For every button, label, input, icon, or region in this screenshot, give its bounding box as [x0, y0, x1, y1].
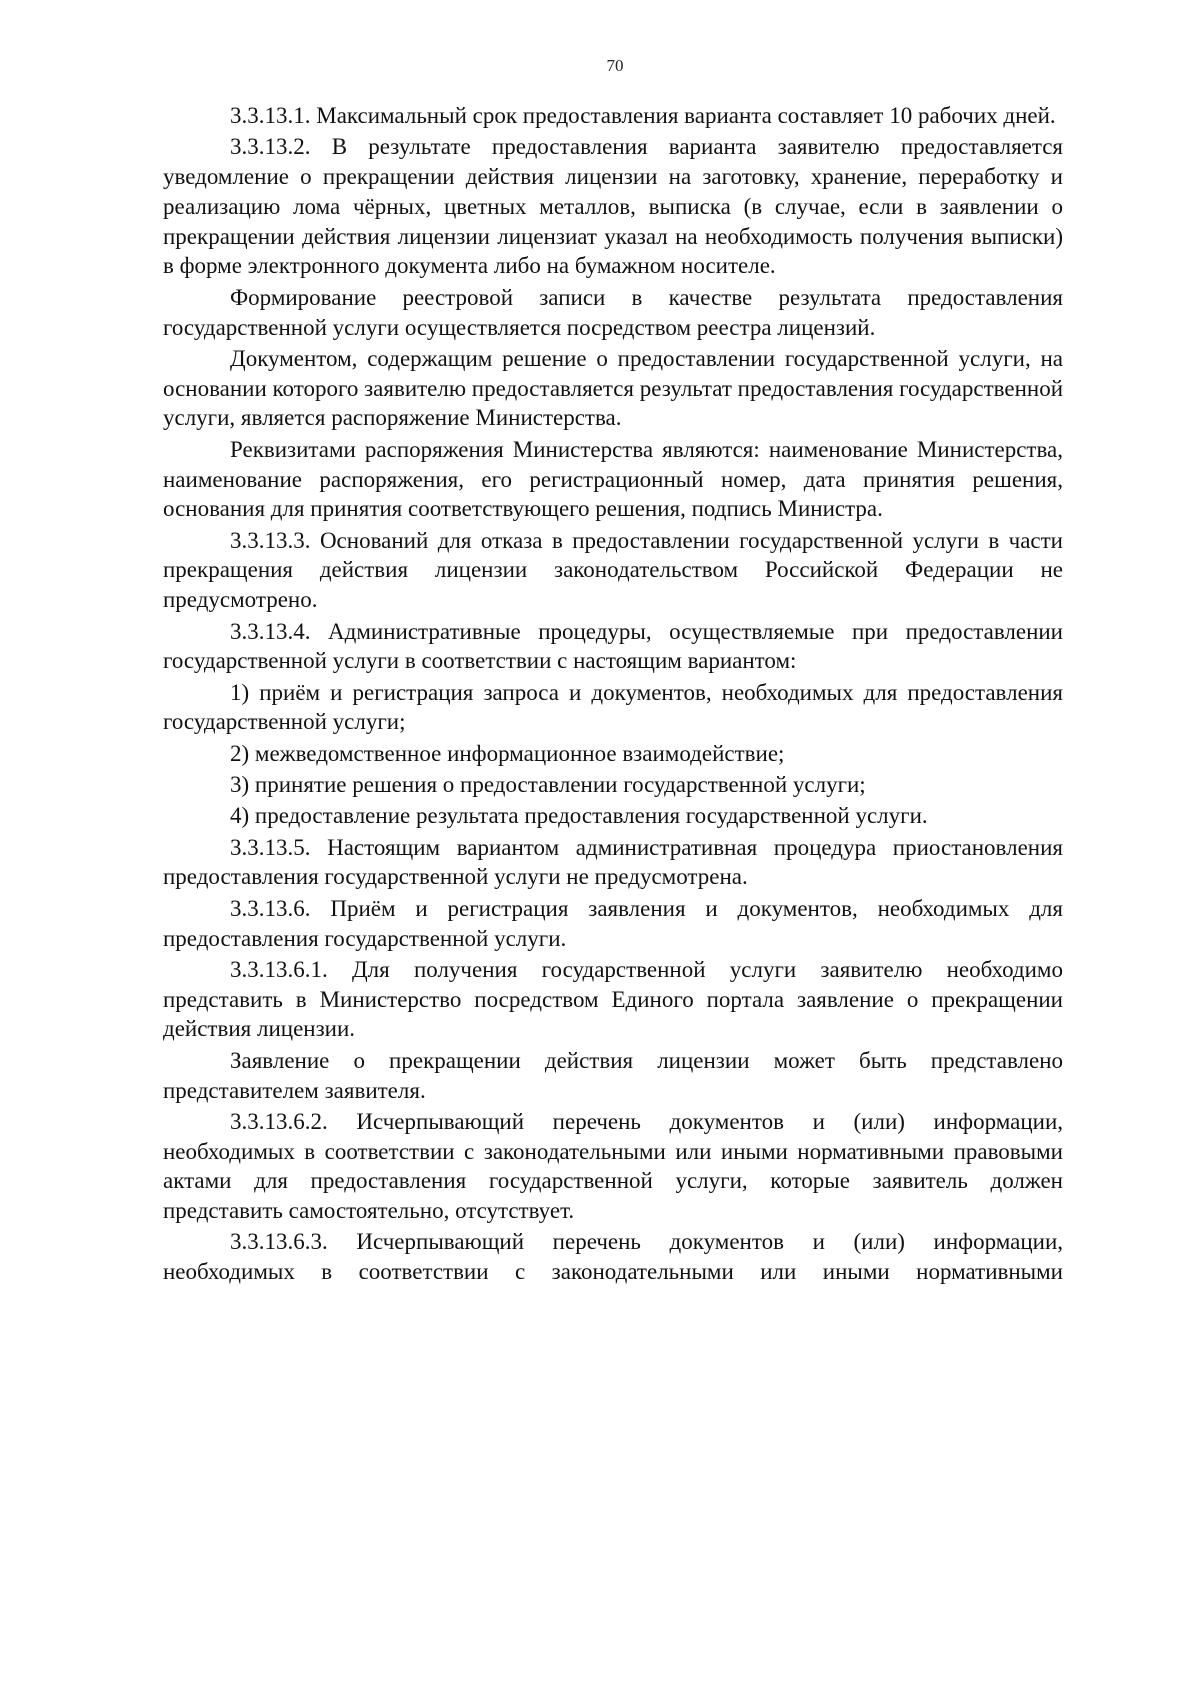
paragraph: 3.3.13.1. Максимальный срок предоставления варианта составляет 10 рабочих дней.	[230, 103, 1056, 128]
paragraph: 3.3.13.5. Настоящим вариантом административная процедура приостановления предоставления государственной услуги не предусмотрена.	[163, 834, 1063, 890]
paragraph: Формирование реестровой записи в качестве результата предоставления государственной услуги осуществляется посредством реестра лицензий.	[163, 284, 1063, 340]
page-number: 70	[606, 56, 624, 75]
paragraph: 3.3.13.4. Административные процедуры, осуществляемые при предоставлении государственной услуги в соответствии с настоящим вариантом:	[163, 618, 1063, 674]
paragraph: 3) принятие решения о предоставлении государственной услуги;	[230, 772, 866, 798]
paragraph: 3.3.13.6.2. Исчерпывающий перечень документов и (или) информации, необходимых в соответствии с законодательными или иными нормативными правовыми актами для предоставления государственной услуги, которые заявитель должен представить самостоятельно, отсутствует.	[163, 1108, 1063, 1224]
paragraph: 1) приём и регистрация запроса и документов, необходимых для предоставления государственной услуги;	[163, 679, 1063, 735]
paragraph: 3.3.13.6. Приём и регистрация заявления и документов, необходимых для предоставления государственной услуги.	[163, 895, 1063, 951]
paragraph: 3.3.13.6.1. Для получения государственной услуги заявителю необходимо представить в Министерство посредством Единого портала заявление о прекращении действия лицензии.	[163, 956, 1063, 1042]
paragraph: 3.3.13.3. Оснований для отказа в предоставлении государственной услуги в части прекращения действия лицензии законодательством Российской Федерации не предусмотрено.	[163, 527, 1063, 613]
paragraph: Реквизитами распоряжения Министерства являются: наименование Министерства, наименование распоряжения, его регистрационный номер, дата принятия решения, основания для принятия соответствующего решения, подпись Министра.	[163, 436, 1063, 522]
paragraph: 4) предоставление результата предоставления государственной услуги.	[230, 803, 928, 829]
paragraph: 3.3.13.2. В результате предоставления варианта заявителю предоставляется уведомление о прекращении действия лицензии на заготовку, хранение, переработку и реализацию лома чёрных, цветных металлов, выписка (в случае, если в заявлении о прекращении действия лицензии лицензиат указал на необходимость получения выписки) в форме электронного документа либо на бумажном носителе.	[163, 134, 1063, 279]
paragraph: 3.3.13.6.3. Исчерпывающий перечень документов и (или) информации, необходимых в соответствии с законодательными или иными нормативными	[163, 1229, 1063, 1285]
document-body	[163, 101, 1063, 1289]
paragraph: Заявление о прекращении действия лицензии может быть представлено представителем заявителя.	[163, 1047, 1063, 1103]
paragraph: Документом, содержащим решение о предоставлении государственной услуги, на основании которого заявителю предоставляется результат предоставления государственной услуги, является распоряжение Министерства.	[163, 345, 1063, 431]
paragraph: 2) межведомственное информационное взаимодействие;	[230, 740, 785, 766]
